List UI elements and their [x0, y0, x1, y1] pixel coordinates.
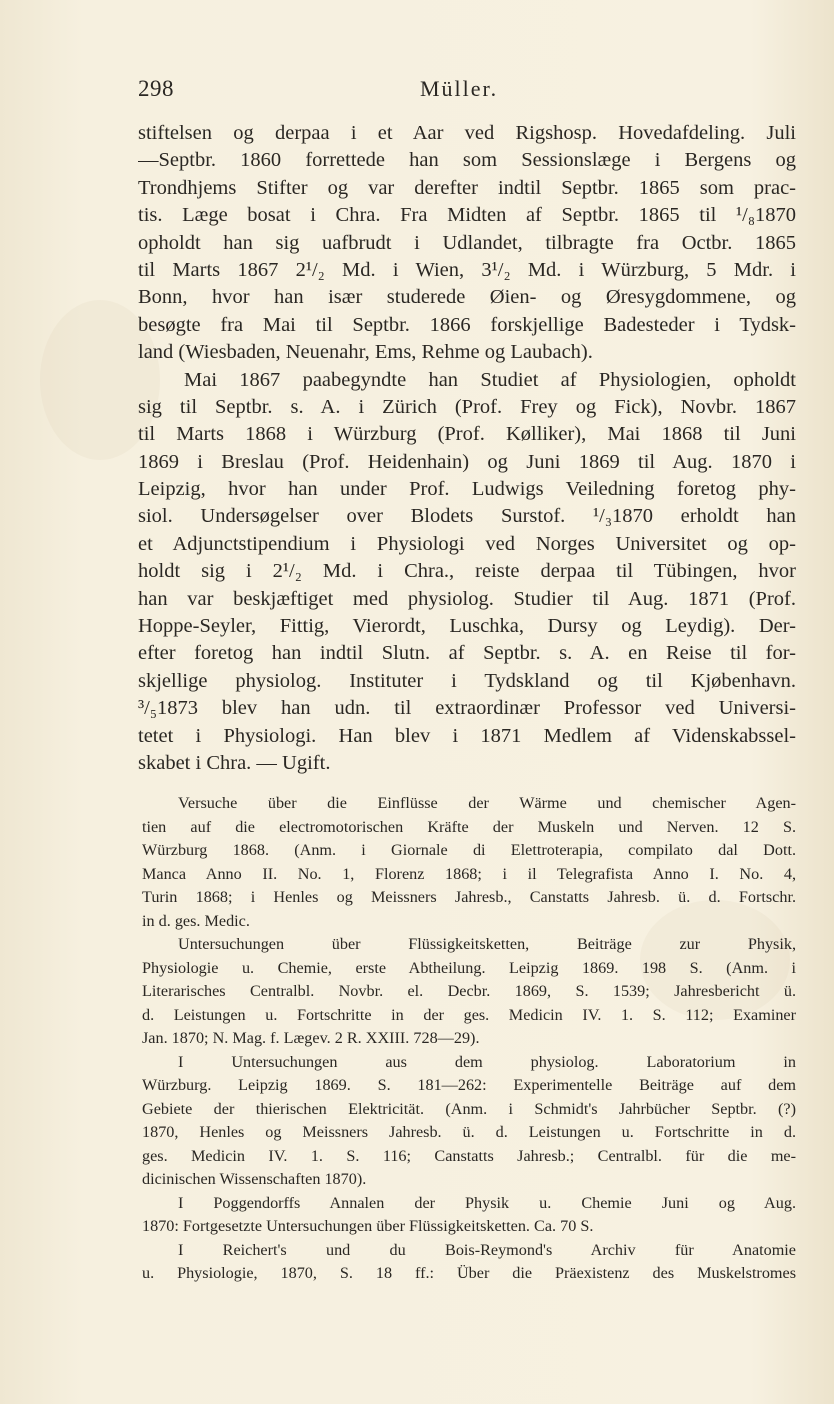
text-line: skabet i Chra. — Ugift. — [138, 751, 331, 774]
bibliography-line: 1870: Fortgesetzte Untersuchungen über Flüssigkeitsketten. Ca. 70 S. — [142, 1217, 594, 1235]
bibliography-line: in d. ges. Medic. — [142, 911, 250, 930]
text-line: Bonn, hvor han især studerede Øien- og Øresygdommene, og — [138, 286, 796, 309]
text-line: Leipzig, hvor han under Prof. Ludwigs Veiledning foretog phy- — [138, 478, 796, 501]
bibliography-line: 1870, Henles og Meissners Jahresb. ü. d. Leistungen u. Fortschritte in d. — [142, 1123, 796, 1141]
running-head: Müller. — [420, 76, 499, 101]
text-line: til Marts 1867 2¹/₂ Md. i Wien, 3¹/₂ Md. i Würzburg, 5 Mdr. i — [138, 258, 796, 281]
bibliography-line: Jan. 1870; N. Mag. f. Lægev. 2 R. XXIII. 728—29). — [142, 1029, 480, 1047]
bibliography-line: Würzburg. Leipzig 1869. S. 181—262: Experimentelle Beiträge auf dem — [142, 1076, 796, 1094]
bibliography-line: Literarisches Centralbl. Novbr. el. Decbr. 1869, S. 1539; Jahresbericht ü. — [142, 982, 796, 1000]
text-line: skjellige physiolog. Instituter i Tydskland og til Kjøbenhavn. — [138, 669, 796, 692]
text-line: tetet i Physiologi. Han blev i 1871 Medlem af Videnskabssel- — [138, 724, 796, 747]
bibliography-line: dicinischen Wissenschaften 1870). — [142, 1170, 367, 1188]
bibliography-line: ges. Medicin IV. 1. S. 116; Canstatts Jahresb.; Centralbl. für die me- — [142, 1146, 796, 1165]
text-line: sig til Septbr. s. A. i Zürich (Prof. Frey og Fick), Novbr. 1867 — [138, 395, 796, 418]
text-line: Hoppe-Seyler, Fittig, Vierordt, Luschka, Dursy og Leydig). Der- — [138, 615, 796, 638]
text-line: siol. Undersøgelser over Blodets Surstof. ¹/₃1870 erholdt han — [138, 505, 796, 528]
bibliography-line: I Poggendorffs Annalen der Physik u. Chemie Juni og Aug. — [178, 1193, 796, 1212]
biography-text — [138, 120, 796, 777]
bibliography-line: Gebiete der thierischen Elektricität. (Anm. i Schmidt's Jahrbücher Septbr. (?) — [142, 1099, 796, 1118]
bibliography-line: Untersuchungen über Flüssigkeitsketten, Beiträge zur Physik, — [178, 935, 796, 953]
page-number: 298 — [138, 76, 174, 101]
bibliography-line: Manca Anno II. No. 1, Florenz 1868; i il Telegrafista Anno I. No. 4, — [142, 864, 796, 883]
text-line: tis. Læge bosat i Chra. Fra Midten af Septbr. 1865 til ¹/₈1870 — [138, 204, 796, 227]
page-header — [138, 76, 796, 104]
bibliography-line: d. Leistungen u. Fortschritte in der ges. Medicin IV. 1. S. 112; Examiner — [142, 1005, 796, 1024]
bibliography-line: I Reichert's und du Bois-Reymond's Archiv für Anatomie — [178, 1240, 796, 1259]
text-line: —Septbr. 1860 forrettede han som Sessionslæge i Bergens og — [138, 149, 796, 172]
bibliography-line: Versuche über die Einflüsse der Wärme und chemischer Agen- — [178, 794, 796, 812]
text-line: besøgte fra Mai til Septbr. 1866 forskjellige Badesteder i Tydsk- — [138, 313, 796, 336]
text-line: til Marts 1868 i Würzburg (Prof. Kølliker), Mai 1868 til Juni — [138, 423, 796, 446]
bibliography-line: u. Physiologie, 1870, S. 18 ff.: Über die Präexistenz des Muskelstromes — [142, 1264, 796, 1282]
text-line: ³/₅1873 blev han udn. til extraordinær Professor ved Universi- — [138, 697, 796, 720]
bibliography-line: tien auf die electromotorischen Kräfte der Muskeln und Nerven. 12 S. — [142, 817, 796, 836]
text-line: opholdt han sig uafbrudt i Udlandet, tilbragte fra Octbr. 1865 — [138, 231, 796, 254]
bibliography-line: Turin 1868; i Henles og Meissners Jahresb., Canstatts Jahresb. ü. d. Fortschr. — [142, 888, 796, 906]
text-line: land (Wiesbaden, Neuenahr, Ems, Rehme og Laubach). — [138, 341, 593, 364]
text-line: Mai 1867 paabegyndte han Studiet af Physiologien, opholdt — [184, 368, 796, 391]
text-line: han var beskjæftiget med physiolog. Studier til Aug. 1871 (Prof. — [138, 587, 796, 610]
text-line: holdt sig i 2¹/₂ Md. i Chra., reiste derpaa til Tübingen, hvor — [138, 560, 796, 583]
text-line: efter foretog han indtil Slutn. af Septbr. s. A. en Reise til for- — [138, 642, 796, 665]
bibliography-line: Physiologie u. Chemie, erste Abtheilung. Leipzig 1869. 198 S. (Anm. i — [142, 958, 796, 977]
text-line: Trondhjems Stifter og var derefter indtil Septbr. 1865 som prac- — [138, 176, 796, 199]
bibliography — [142, 792, 796, 1286]
text-line: stiftelsen og derpaa i et Aar ved Rigshosp. Hovedafdeling. Juli — [138, 122, 796, 144]
bibliography-line: Würzburg 1868. (Anm. i Giornale di Elettroterapia, compilato dal Dott. — [142, 841, 796, 859]
text-line: et Adjunctstipendium i Physiologi ved Norges Universitet og op- — [138, 532, 796, 555]
bibliography-line: I Untersuchungen aus dem physiolog. Laboratorium in — [178, 1052, 796, 1071]
text-line: 1869 i Breslau (Prof. Heidenhain) og Juni 1869 til Aug. 1870 i — [138, 450, 796, 473]
